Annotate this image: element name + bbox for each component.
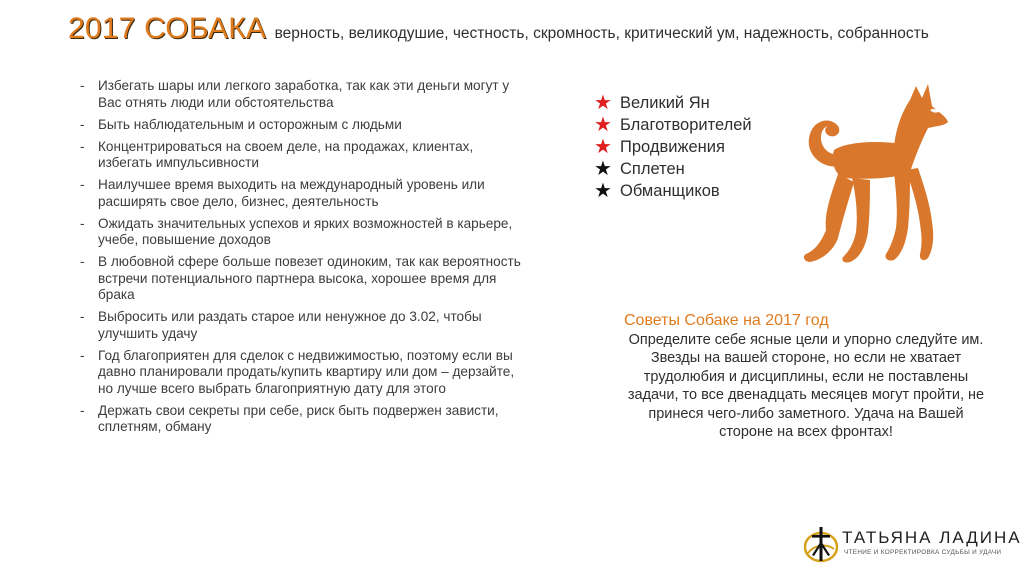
advice-block [620, 312, 992, 441]
advice-body: Определите себе ясные цели и упорно следуйте им. Звезды на вашей стороне, но если не хватает трудолюбия и дисциплины, если не поставлены задачи, то все двенадцать месяцев могут пройти, не принеся чего-либо заметного. Удача на Вашей стороне на всех фронтах! [627, 332, 985, 441]
star-item [594, 114, 752, 136]
bullet-text: Избегать шары или легкого заработка, так как эти деньги могут у Вас отнять люди или обстоятельства [98, 78, 510, 110]
page-title: 2017 СОБАКА [68, 12, 267, 45]
brand-name: ТАТЬЯНА ЛАДИНА [842, 528, 1022, 547]
bullet-dash: - [80, 78, 85, 93]
bullet-dash: - [80, 254, 85, 269]
bullet-text: Ожидать значительных успехов и ярких возможностей в карьере, учебе, повышение доходов [98, 215, 513, 247]
star-icon: ★ [594, 180, 612, 202]
bullet-dash: - [80, 177, 85, 192]
star-label: Обманщиков [620, 182, 720, 200]
bullet-item [80, 348, 530, 398]
star-label: Благотворителей [620, 116, 752, 134]
star-icon: ★ [594, 136, 612, 158]
bullet-dash: - [80, 347, 85, 363]
star-label: Продвижения [620, 138, 725, 156]
dog-illustration [798, 82, 950, 266]
star-item [594, 136, 752, 158]
brand-emblem-icon [804, 523, 838, 563]
star-icon: ★ [594, 92, 612, 114]
star-item [594, 158, 752, 180]
bullet-dash: - [80, 402, 85, 418]
advice-bullet-list [80, 78, 530, 441]
bullet-text: Держать свои секреты при себе, риск быть подвержен зависти, сплетням, обману [98, 402, 499, 434]
star-icon: ★ [594, 114, 612, 136]
bullet-text: Быть наблюдательным и осторожным с людьми [98, 116, 402, 132]
page-header [68, 12, 929, 46]
bullet-dash: - [80, 116, 85, 132]
bullet-text: Год благоприятен для сделок с недвижимостью, поэтому если вы давно планировали продать/купить квартиру или дом – дерзайте, но лучше всего выбрать благоприятную дату для этого [98, 347, 515, 396]
bullet-text: В любовной сфере больше повезет одиноким, так как вероятность встречи потенциального партнера высока, хорошее время для брака [98, 254, 521, 302]
bullet-item [80, 403, 530, 436]
bullet-item [80, 139, 530, 172]
brand-tagline: ЧТЕНИЕ И КОРРЕКТИРОВКА СУДЬБЫ И УДАЧИ [844, 549, 1002, 556]
bullet-text: Выбросить или раздать старое или ненужное до 3.02, чтобы улучшить удачу [98, 309, 482, 341]
bullet-item [80, 254, 530, 304]
title-traits: верность, великодушие, честность, скромность, критический ум, надежность, собранность [274, 25, 929, 42]
bullet-text: Концентрироваться на своем деле, на продажах, клиентах, избегать импульсивности [98, 138, 474, 170]
bullet-item [80, 78, 530, 111]
advice-title: Советы Собаке на 2017 год [624, 312, 829, 329]
star-item [594, 92, 752, 114]
star-item [594, 180, 752, 202]
bullet-item [80, 309, 530, 342]
bullet-text: Наилучшее время выходить на международный уровень или расширять свое дело, бизнес, деятельность [98, 177, 485, 209]
stars-list [594, 92, 752, 202]
bullet-item [80, 117, 530, 134]
star-icon: ★ [594, 158, 612, 180]
star-label: Сплетен [620, 160, 685, 178]
bullet-dash: - [80, 309, 85, 324]
star-label: Великий Ян [620, 94, 710, 112]
bullet-dash: - [80, 138, 85, 154]
bullet-item [80, 177, 530, 210]
brand-logo-block [804, 523, 1022, 563]
bullet-dash: - [80, 215, 85, 231]
bullet-item [80, 216, 530, 249]
